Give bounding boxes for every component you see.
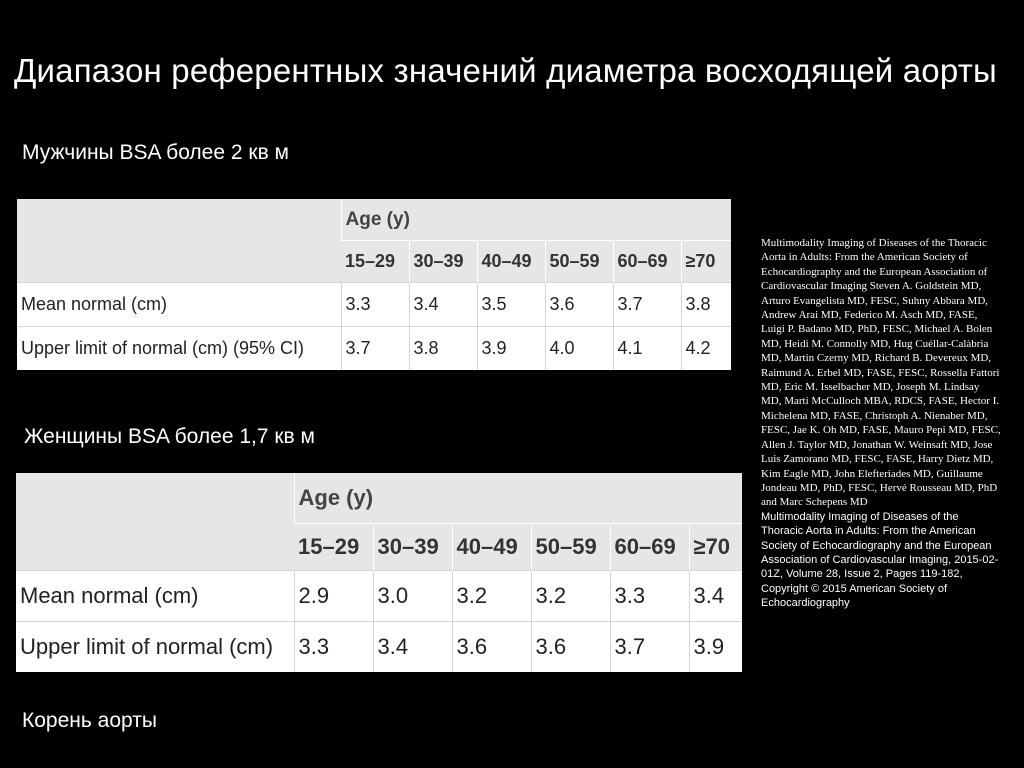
corner-cell <box>17 199 341 283</box>
value-cell: 3.2 <box>452 571 531 622</box>
citation-authors: Multimodality Imaging of Diseases of the Thoracic Aorta in Adults: From the American Society of Echocardiography and the European Association of Cardiovascular Imaging Steven A. Goldstein MD, Arturo Evangelista MD, FESC, Suhny Abbara MD, Andrew Arai MD, Federico M. Asch MD, FASE, Luigi P. Badano MD, PhD, FESC, Michael A. Bolen MD, Heidi M. Connolly MD, Hug Cuéllar-Calàbria MD, Martin Czerny MD, Richard B. Devereux MD, Raimund A. Erbel MD, FASE, FESC, Rossella Fattori MD, Eric M. Isselbacher MD, Joseph M. Lindsay MD, Marti McCulloch MBA, RDCS, FASE, Hector I. Michelena MD, FASE, Christoph A. Nienaber MD, FESC, Jae K. Oh MD, FASE, Mauro Pepi MD, FESC, Allen J. Taylor MD, Jonathan W. Weinsaft MD, Jose Luis Zamorano MD, FESC, FASE, Harry Dietz MD, Kim Eagle MD, John Elefteriades MD, Guillaume Jondeau MD, PhD, FESC, Hervé Rousseau MD, PhD and Marc Schepens MD <box>761 237 1001 509</box>
table-row <box>17 283 731 327</box>
age-range-header: 40–49 <box>477 241 545 283</box>
row-label: Upper limit of normal (cm) <box>16 622 294 673</box>
value-cell: 3.6 <box>452 622 531 673</box>
value-cell: 3.0 <box>373 571 452 622</box>
slide-title: Диапазон референтных значений диаметра восходящей аорты <box>14 52 997 89</box>
men-section-label: Мужчины BSA более 2 кв м <box>22 141 289 164</box>
value-cell: 3.3 <box>341 283 409 327</box>
women-section-label: Женщины BSA более 1,7 кв м <box>24 425 315 448</box>
row-label: Mean normal (cm) <box>17 283 341 327</box>
age-range-header: 50–59 <box>531 524 610 571</box>
citation-source: Multimodality Imaging of Diseases of the Thoracic Aorta in Adults: From the American Society of Echocardiography and the European Association of Cardiovascular Imaging, 2015-02-01Z, Volume 28, Issue 2, Pages 119-182, Copyright © 2015 American Society of Echocardiography <box>761 510 999 610</box>
value-cell: 3.6 <box>531 622 610 673</box>
value-cell: 3.5 <box>477 283 545 327</box>
value-cell: 3.2 <box>531 571 610 622</box>
value-cell: 3.4 <box>373 622 452 673</box>
value-cell: 4.0 <box>545 327 613 371</box>
value-cell: 4.1 <box>613 327 681 371</box>
age-range-header: ≥70 <box>681 241 731 283</box>
value-cell: 3.7 <box>610 622 689 673</box>
value-cell: 4.2 <box>681 327 731 371</box>
table-row <box>17 327 731 371</box>
row-label: Upper limit of normal (cm) (95% CI) <box>17 327 341 371</box>
corner-cell <box>16 473 294 571</box>
age-range-header: 15–29 <box>341 241 409 283</box>
value-cell: 3.4 <box>409 283 477 327</box>
age-range-header: 60–69 <box>610 524 689 571</box>
value-cell: 2.9 <box>294 571 373 622</box>
age-header: Age (y) <box>294 473 742 524</box>
age-range-header: 30–39 <box>409 241 477 283</box>
value-cell: 3.8 <box>681 283 731 327</box>
age-header: Age (y) <box>341 199 731 241</box>
age-range-header: 15–29 <box>294 524 373 571</box>
value-cell: 3.3 <box>294 622 373 673</box>
value-cell: 3.3 <box>610 571 689 622</box>
women-reference-table <box>16 473 742 672</box>
value-cell: 3.4 <box>689 571 742 622</box>
age-range-header: 40–49 <box>452 524 531 571</box>
men-reference-table <box>17 199 731 370</box>
value-cell: 3.7 <box>341 327 409 371</box>
age-range-header: 30–39 <box>373 524 452 571</box>
value-cell: 3.8 <box>409 327 477 371</box>
value-cell: 3.9 <box>477 327 545 371</box>
value-cell: 3.9 <box>689 622 742 673</box>
value-cell: 3.6 <box>545 283 613 327</box>
table-row <box>16 622 742 673</box>
age-range-header: 50–59 <box>545 241 613 283</box>
row-label: Mean normal (cm) <box>16 571 294 622</box>
citation-block <box>761 236 1001 611</box>
value-cell: 3.7 <box>613 283 681 327</box>
age-range-header: ≥70 <box>689 524 742 571</box>
aortic-root-label: Корень аорты <box>22 709 157 732</box>
table-row <box>16 571 742 622</box>
age-range-header: 60–69 <box>613 241 681 283</box>
